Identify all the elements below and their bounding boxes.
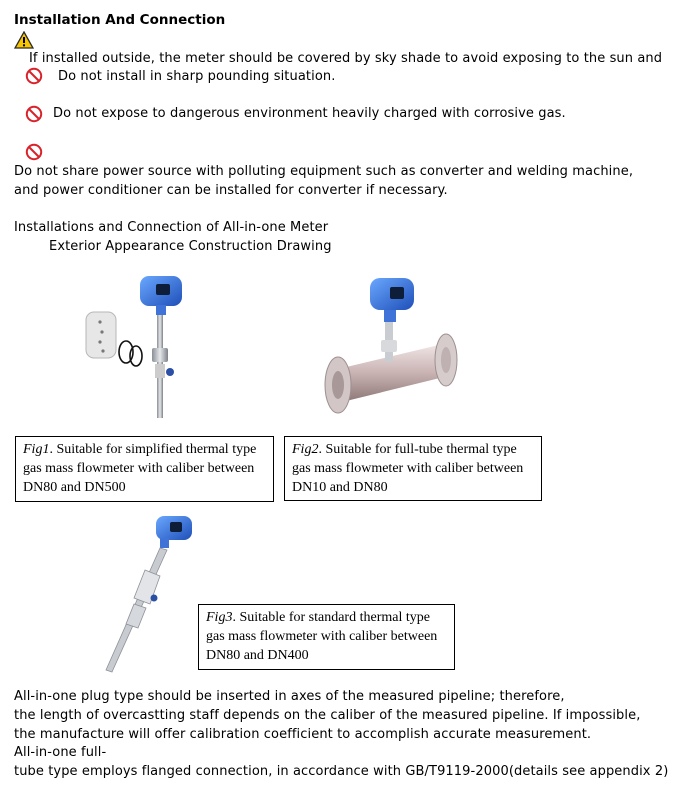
fig1-label: Fig1	[23, 442, 50, 457]
footer-line-3: the manufacture will offer calibration coefficient to accomplish accurate measurement.	[14, 727, 592, 742]
fig1-caption-line-1: . Suitable for simplified thermal type	[49, 442, 257, 457]
footer-line-5: tube type employs flanged connection, in accordance with GB/T9119-2000(details see appendix 2)	[14, 764, 669, 779]
fig1-caption	[15, 436, 274, 502]
footer-line-4: All-in-one full-	[14, 745, 107, 760]
section-title: Installations and Connection of All-in-one Meter	[14, 220, 329, 235]
fig3-caption	[198, 604, 455, 670]
fig1-caption-line-2: gas mass flowmeter with caliber between	[23, 461, 255, 476]
power-text-line-1: Do not share power source with polluting equipment such as converter and welding machine,	[14, 164, 634, 179]
fig2-label: Fig2	[292, 442, 319, 457]
fig3-caption-line-2: gas mass flowmeter with caliber between	[206, 629, 438, 644]
fig3-caption-line-3: DN80 and DN400	[206, 648, 309, 663]
fig2-meter-illustration	[318, 274, 463, 414]
power-text-line-2: and power conditioner can be installed for converter if necessary.	[14, 183, 448, 198]
fig3-caption-line-1: . Suitable for standard thermal type	[232, 610, 430, 625]
fig3-label: Fig3	[206, 610, 233, 625]
fig1-meter-illustration	[80, 272, 190, 422]
rule-corrosive-gas: Do not expose to dangerous environment heavily charged with corrosive gas.	[53, 106, 566, 121]
no-symbol-icon	[25, 143, 43, 161]
footer-line-2: the length of overcastting staff depends on the caliber of the measured pipeline. If impossible,	[14, 708, 641, 723]
warning-triangle-icon	[14, 31, 34, 49]
fig3-meter-illustration	[98, 512, 198, 677]
fig2-caption-line-3: DN10 and DN80	[292, 480, 388, 495]
warning-text: If installed outside, the meter should be covered by sky shade to avoid exposing to the sun and	[29, 51, 663, 66]
fig1-caption-line-3: DN80 and DN500	[23, 480, 126, 495]
page-title: Installation And Connection	[14, 12, 226, 28]
fig2-caption	[284, 436, 542, 501]
footer-line-1: All-in-one plug type should be inserted in axes of the measured pipeline; therefore,	[14, 689, 565, 704]
fig2-caption-line-2: gas mass flowmeter with caliber between	[292, 461, 524, 476]
rule-sharp-pounding: Do not install in sharp pounding situation.	[58, 69, 336, 84]
no-symbol-icon	[25, 105, 43, 123]
no-symbol-icon	[25, 67, 43, 85]
fig2-caption-line-1: . Suitable for full-tube thermal type	[318, 442, 517, 457]
section-subtitle: Exterior Appearance Construction Drawing	[49, 239, 332, 254]
